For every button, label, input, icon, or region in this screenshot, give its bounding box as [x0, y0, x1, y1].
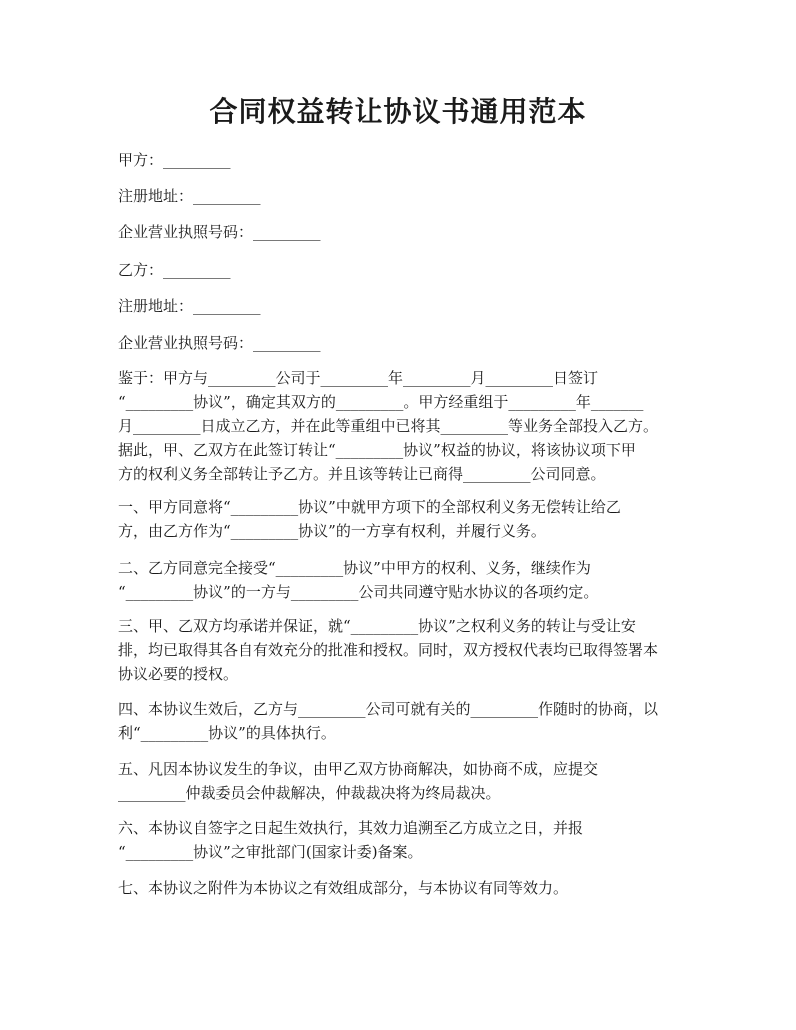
paragraph-line: 方，由乙方作为“_________协议”的一方享有权利，并履行义务。: [118, 522, 546, 540]
party-b-license: 企业营业执照号码：_________: [118, 334, 321, 352]
clause-2-paragraph: [118, 556, 688, 604]
paragraph-line: 据此，甲、乙双方在此签订转让“_________协议”权益的协议，将该协议项下甲: [118, 441, 636, 459]
paragraph-line: 月_________日成立乙方，并在此等重组中已将其_________等业务全部投入乙方。: [118, 417, 659, 435]
paragraph-line: 三、甲、乙双方均承诺并保证，就“_________协议”之权利义务的转让与受让安: [118, 617, 636, 635]
party-a-name: 甲方：_________: [118, 151, 231, 169]
paragraph-line: “_________协议”之审批部门(国家计委)备案。: [118, 843, 423, 861]
clause-4-paragraph: [118, 697, 688, 745]
preamble-paragraph: [118, 366, 688, 486]
document-title: 合同权益转让协议书通用范本: [209, 95, 587, 128]
paragraph-line: 利“_________协议”的具体执行。: [118, 724, 336, 742]
clause-7-paragraph: [118, 876, 688, 900]
paragraph-line: 六、本协议自签字之日起生效执行，其效力追溯至乙方成立之日，并报: [118, 819, 584, 837]
party-b-address: 注册地址：_________: [118, 297, 261, 315]
paragraph-line: 鉴于：甲方与_________公司于_________年_________月_________日签订: [118, 369, 599, 387]
paragraph-line: _________仲裁委员会仲裁解决，仲裁裁决将为终局裁决。: [118, 784, 501, 802]
clause-5-paragraph: [118, 757, 688, 805]
paragraph-line: 一、甲方同意将“_________协议”中就甲方项下的全部权利义务无偿转让给乙: [118, 498, 621, 516]
party-a-license: 企业营业执照号码：_________: [118, 223, 321, 241]
paragraph-line: 方的权利义务全部转让予乙方。并且该等转让已商得_________公司同意。: [118, 465, 606, 483]
clause-3-paragraph: [118, 614, 688, 686]
party-a-address: 注册地址：_________: [118, 187, 261, 205]
paragraph-line: 五、凡因本协议发生的争议，由甲乙双方协商解决，如协商不成，应提交: [118, 760, 599, 778]
party-b-name: 乙方：_________: [118, 261, 231, 279]
paragraph-line: 协议必要的授权。: [118, 665, 239, 683]
paragraph-line: 七、本协议之附件为本协议之有效组成部分，与本协议有同等效力。: [118, 879, 569, 897]
paragraph-line: 二、乙方同意完全接受“_________协议”中甲方的权利、义务，继续作为: [118, 559, 591, 577]
clause-6-paragraph: [118, 816, 688, 864]
paragraph-line: 四、本协议生效后，乙方与_________公司可就有关的_________作随时的协商，以: [118, 700, 659, 718]
clause-1-paragraph: [118, 495, 688, 543]
paragraph-line: “_________协议”的一方与_________公司共同遵守贴水协议的各项约定。: [118, 583, 599, 601]
paragraph-line: 排，均已取得其各自有效充分的批准和授权。同时，双方授权代表均已取得签署本: [118, 641, 659, 659]
paragraph-line: “_________协议”，确定其双方的_________。甲方经重组于_________年_______: [118, 393, 644, 411]
